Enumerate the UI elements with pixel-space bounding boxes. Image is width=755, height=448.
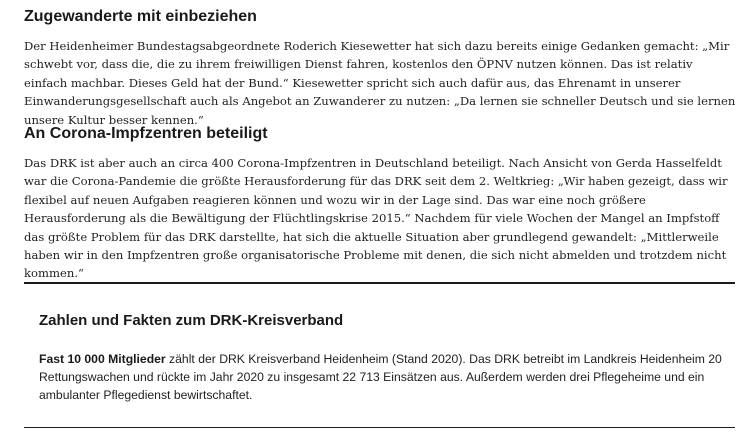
section-heading-impfzentren: An Corona-Impfzentren beteiligt: [24, 125, 268, 142]
section-paragraph-zugewanderte: Der Heidenheimer Bundestagsabgeordnete Roderich Kiesewetter hat sich dazu bereits einige Gedanken gemacht: „Mir schwebt vor, dass die, die zu ihrem freiwilligen Dienst fahren, kostenlos den ÖPNV nutzen können. Das ist relativ einfach machbar. Dieses Geld hat der Bund.“ Kiesewetter spricht sich auch dafür aus, das Ehrenamt in unserer Einwanderungsgesellschaft auch als Angebot an Zuwanderer zu nutzen: „Da lernen sie schneller Deutsch und sie lernen unsere Kultur besser kennen.“: [24, 39, 736, 127]
fact-box-body: zählt der DRK Kreisverband Heidenheim (Stand 2020). Das DRK betreibt im Landkreis Heidenheim 20 Rettungswachen und rückte im Jahr 2020 zu insgesamt 22 713 Einsätzen aus. Außerdem werden drei Pflegeheime und ein ambulanter Pflegedienst bewirtschaftet.: [39, 352, 722, 403]
fact-box-title: Zahlen und Fakten zum DRK-Kreisverband: [39, 312, 344, 329]
section-paragraph-impfzentren: Das DRK ist aber auch an circa 400 Corona-Impfzentren in Deutschland beteiligt. Nach Ansicht von Gerda Hasselfeldt war die Corona-Pandemie die größte Herausforderung für das DRK seit dem 2. Weltkrieg: „Wir haben gezeigt, dass wir flexibel auf neuen Aufgaben reagieren können und wozu wir in der Lage sind. Das war eine noch größere Herausforderung als die Bewältigung der Flüchtlingskrise 2015.“ Nachdem für viele Wochen der Mangel an Impfstoff das größte Problem für das DRK darstellte, hat sich die aktuelle Situation aber grundlegend gewandelt: „Mittlerweile haben wir in den Impfzentren große organisatorische Probleme mit denen, die sich nicht abmelden und trotzdem nicht kommen.“: [24, 156, 728, 281]
fact-box-text: [39, 350, 729, 405]
fact-box-lead: Fast 10 000 Mitglieder: [39, 352, 166, 366]
fact-box: [24, 282, 735, 428]
section-heading-zugewanderte: Zugewanderte mit einbeziehen: [24, 8, 257, 25]
